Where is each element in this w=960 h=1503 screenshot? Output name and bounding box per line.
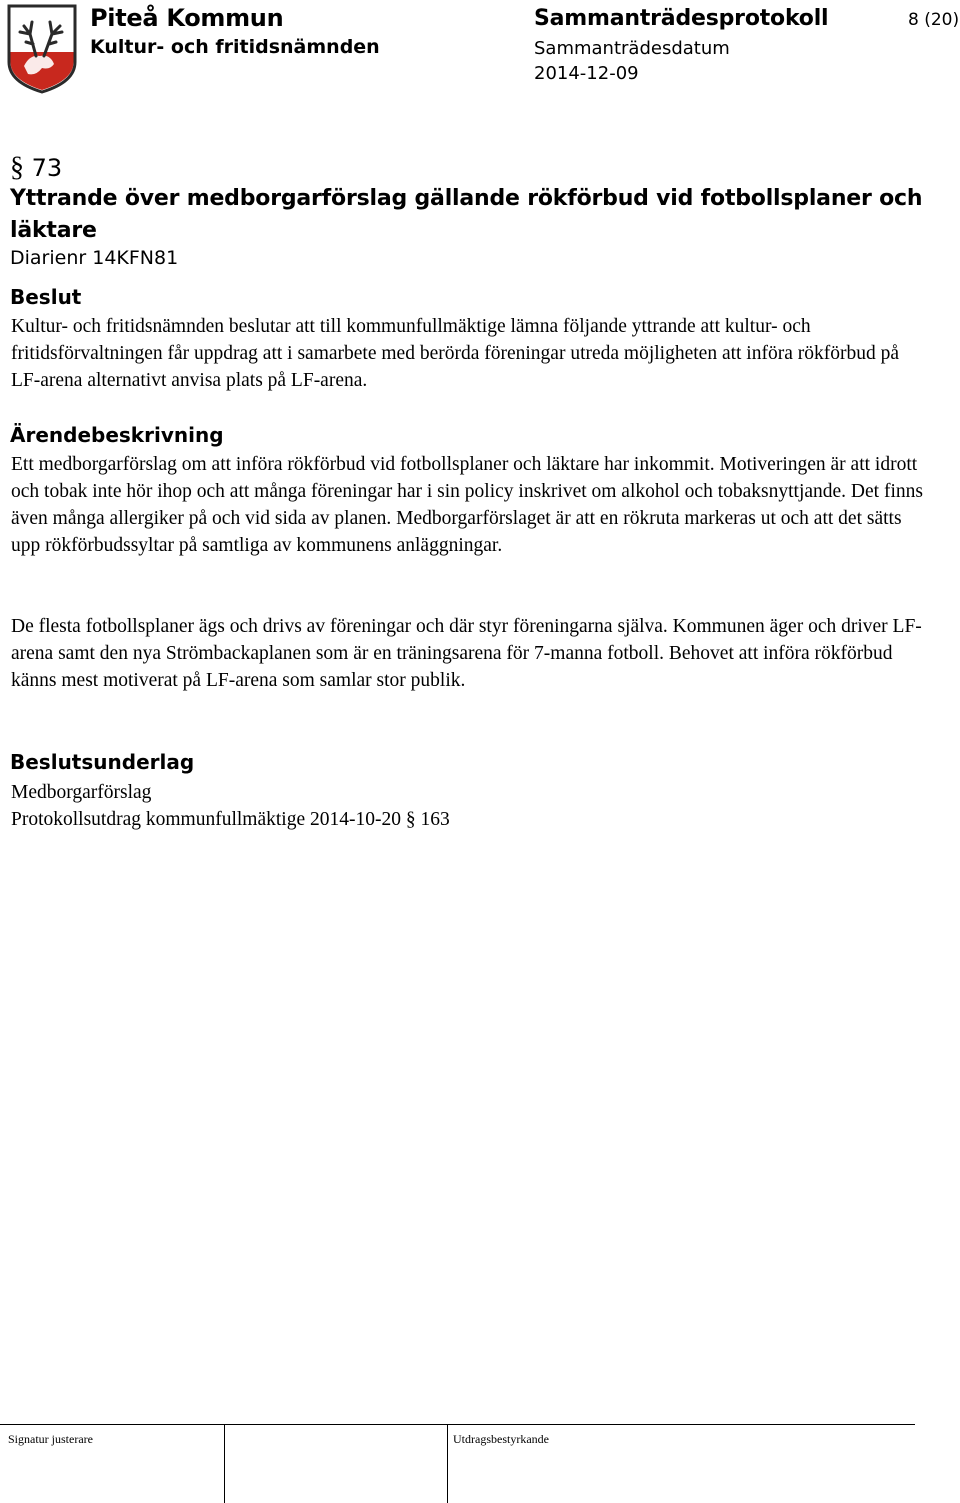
arende-paragraph-1: Ett medborgarförslag om att införa rökförbud vid fotbollsplaner och läktare har inkommit. Motiveringen är att idrott och tobak inte hör ihop och att många föreningar har i sin policy inskrivet om alkohol och tobaksnyttjande. Det finns även många allergiker på och vid sida av planen. Medborgarförslaget är att en rökruta markeras ut och att det sätts upp rökförbudssyltar på samtliga av kommunens anläggningar. xyxy=(11,454,923,556)
footer-divider xyxy=(0,1424,915,1425)
arende-heading: Ärendebeskrivning xyxy=(10,423,224,447)
page-number: 8 (20) xyxy=(908,10,960,30)
section-symbol: § xyxy=(10,152,24,183)
committee-name: Kultur- och fritidsnämnden xyxy=(90,36,380,58)
certification-field-label: Utdragsbestyrkande xyxy=(453,1432,549,1446)
section-title: Yttrande över medborgarförslag gällande rökförbud vid fotbollsplaner och läktare xyxy=(10,186,923,243)
meeting-date-label: Sammanträdesdatum xyxy=(534,38,730,59)
underlag-item: Protokollsutdrag kommunfullmäktige 2014-10-20 § 163 xyxy=(11,809,450,830)
footer-column-divider xyxy=(224,1424,225,1503)
beslut-text: Kultur- och fritidsnämnden beslutar att till kommunfullmäktige lämna följande yttrande att kultur- och fritidsförvaltningen får uppdrag att i samarbete med berörda föreningar utreda möjligheten att införa rökförbud på LF-arena alternativt anvisa plats på LF-arena. xyxy=(11,316,900,391)
diary-number: Diarienr 14KFN81 xyxy=(10,247,179,269)
section-number-line xyxy=(10,152,62,184)
meeting-date-value: 2014-12-09 xyxy=(534,63,639,84)
footer-column-divider xyxy=(447,1424,448,1503)
arende-paragraph-2: De flesta fotbollsplaner ägs och drivs av föreningar och där styr föreningarna själva. Kommunen äger och driver LF-arena samt den nya Strömbackaplanen som är en träningsarena för 7-manna fotboll. Behovet att införa rökförbud känns mest motiverat på LF-arena som samlar stor publik. xyxy=(11,616,922,691)
beslut-heading: Beslut xyxy=(10,285,82,309)
document-type: Sammanträdesprotokoll xyxy=(534,6,829,31)
municipality-crest-logo xyxy=(6,4,78,94)
signature-field-label: Signatur justerare xyxy=(8,1432,93,1446)
organization-name: Piteå Kommun xyxy=(90,4,284,32)
section-number: 73 xyxy=(31,154,63,182)
underlag-item: Medborgarförslag xyxy=(11,782,152,803)
beslutsunderlag-heading: Beslutsunderlag xyxy=(10,750,195,774)
